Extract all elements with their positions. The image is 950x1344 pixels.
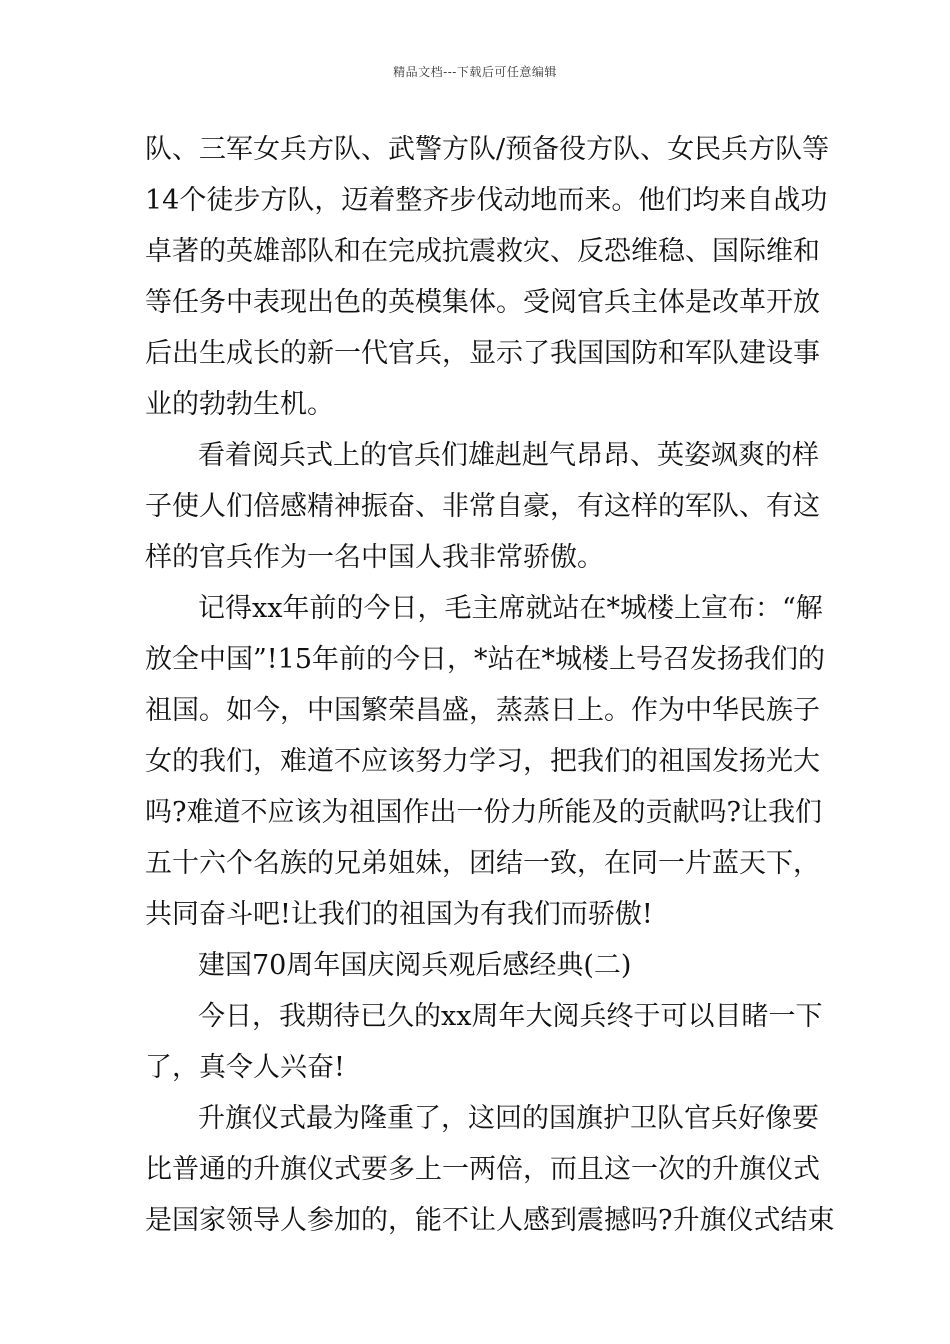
section-heading: 建国70周年国庆阅兵观后感经典(二) xyxy=(198,950,632,981)
text-line: 卓著的英雄部队和在完成抗震救灾、反恐维稳、国际维和 xyxy=(145,236,820,267)
text-line: 共同奋斗吧!让我们的祖国为有我们而骄傲! xyxy=(145,899,653,930)
text-line: 比普通的升旗仪式要多上一两倍，而且这一次的升旗仪式 xyxy=(145,1154,820,1185)
text-line: 吗?难道不应该为祖国作出一份力所能及的贡献吗?让我们 xyxy=(145,797,822,828)
text-line: 子使人们倍感精神振奋、非常自豪，有这样的军队、有这 xyxy=(145,491,820,522)
text-line: 看着阅兵式上的官兵们雄赳赳气昂昂、英姿飒爽的样 xyxy=(198,440,819,471)
text-line: 祖国。如今，中国繁荣昌盛，蒸蒸日上。作为中华民族子 xyxy=(145,695,820,726)
text-line: 等任务中表现出色的英模集体。受阅官兵主体是改革开放 xyxy=(145,287,820,318)
text-line: 是国家领导人参加的，能不让人感到震撼吗?升旗仪式结束 xyxy=(145,1205,835,1236)
page-header: 精品文档---下载后可任意编辑 xyxy=(393,65,557,79)
text-line: 升旗仪式最为隆重了，这回的国旗护卫队官兵好像要 xyxy=(198,1103,819,1134)
text-line: 业的勃勃生机。 xyxy=(145,389,334,420)
text-line: 14个徒步方队，迈着整齐步伐动地而来。他们均来自战功 xyxy=(145,185,828,216)
text-line: 五十六个名族的兄弟姐妹，团结一致，在同一片蓝天下， xyxy=(145,848,820,879)
text-line: 队、三军女兵方队、武警方队/预备役方队、女民兵方队等 xyxy=(145,134,830,165)
text-line: 今日，我期待已久的xx周年大阅兵终于可以目睹一下 xyxy=(198,1001,823,1032)
text-line: 样的官兵作为一名中国人我非常骄傲。 xyxy=(145,542,604,573)
text-line: 女的我们，难道不应该努力学习，把我们的祖国发扬光大 xyxy=(145,746,820,777)
text-line: 记得xx年前的今日，毛主席就站在*城楼上宣布：“解 xyxy=(198,593,823,624)
text-line: 放全中国”!15年前的今日，*站在*城楼上号召发扬我们的 xyxy=(145,644,826,675)
document-body xyxy=(145,124,835,1246)
text-line: 后出生成长的新一代官兵，显示了我国国防和军队建设事 xyxy=(145,338,820,369)
text-line: 了，真令人兴奋! xyxy=(145,1052,345,1083)
